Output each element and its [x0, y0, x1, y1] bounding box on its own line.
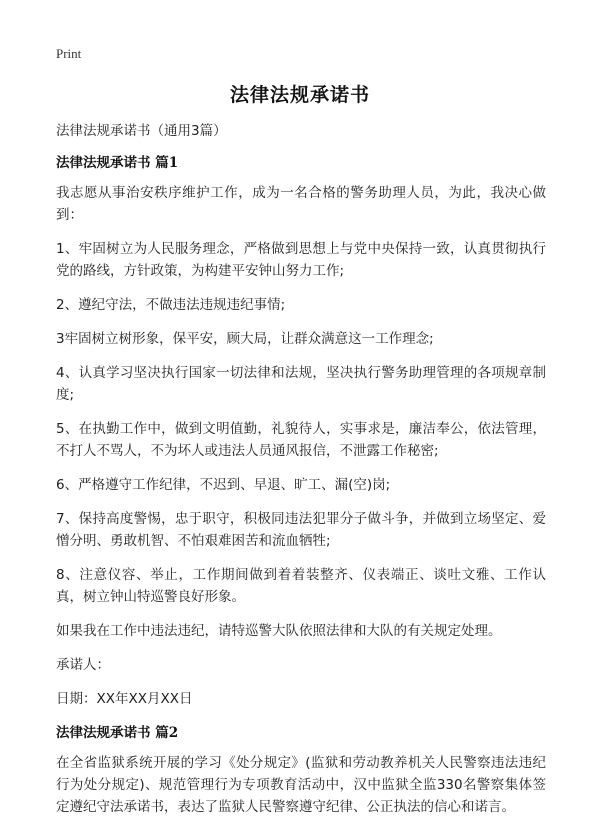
print-link[interactable]: Print: [56, 46, 82, 61]
section-heading-1: 法律法规承诺书 篇1: [56, 155, 179, 171]
paragraph: 7、保持高度警惕，忠于职守，积极同违法犯罪分子做斗争，并做到立场坚定、爱憎分明、勇敢机智、不怕艰难困苦和流血牺牲;: [56, 511, 546, 549]
paragraph: 3牢固树立树形象，保平安，顾大局，让群众满意这一工作理念;: [56, 331, 434, 347]
signatory-line: 承诺人：: [56, 657, 110, 673]
paragraph: 8、注意仪容、举止，工作期间做到着着装整齐、仪表端正、谈吐文雅、工作认真，树立钟山特巡警良好形象。: [56, 567, 546, 605]
section-heading-2: 法律法规承诺书 篇2: [56, 725, 179, 741]
paragraph: 我志愿从事治安秩序维护工作，成为一名合格的警务助理人员，为此，我决心做到：: [56, 185, 546, 223]
paragraph: 1、牢固树立为人民服务理念，严格做到思想上与党中央保持一致，认真贯彻执行党的路线，方针政策，为构建平安钟山努力工作;: [56, 241, 546, 279]
paragraph: 2、遵纪守法，不做违法违规违纪事情;: [56, 297, 286, 313]
paragraph: 在全省监狱系统开展的学习《处分规定》(监狱和劳动教养机关人民警察违法违纪行为处分规定)、规范管理行为专项教育活动中，汉中监狱全监330名警察集体签定遵纪守法承诺书，表达了监狱人民警察遵守纪律、公正执法的信心和诺言。: [56, 755, 546, 815]
document-subtitle: 法律法规承诺书（通用3篇）: [56, 123, 227, 139]
document-body: [56, 120, 546, 830]
paragraph: 6、严格遵守工作纪律，不迟到、早退、旷工、漏(空)岗;: [56, 477, 391, 493]
paragraph: 如果我在工作中违法违纪，请特巡警大队依照法律和大队的有关规定处理。: [56, 623, 502, 639]
paragraph: 4、认真学习坚决执行国家一切法律和法规，坚决执行警务助理管理的各项规章制度;: [56, 365, 546, 403]
document-title: 法律法规承诺书: [229, 84, 370, 106]
date-line: 日期：XX年XX月XX日: [56, 691, 193, 707]
paragraph: 5、在执勤工作中，做到文明值勤，礼貌待人，实事求是，廉洁奉公，依法管理，不打人不骂人，不为坏人或违法人员通风报信，不泄露工作秘密;: [56, 421, 546, 459]
